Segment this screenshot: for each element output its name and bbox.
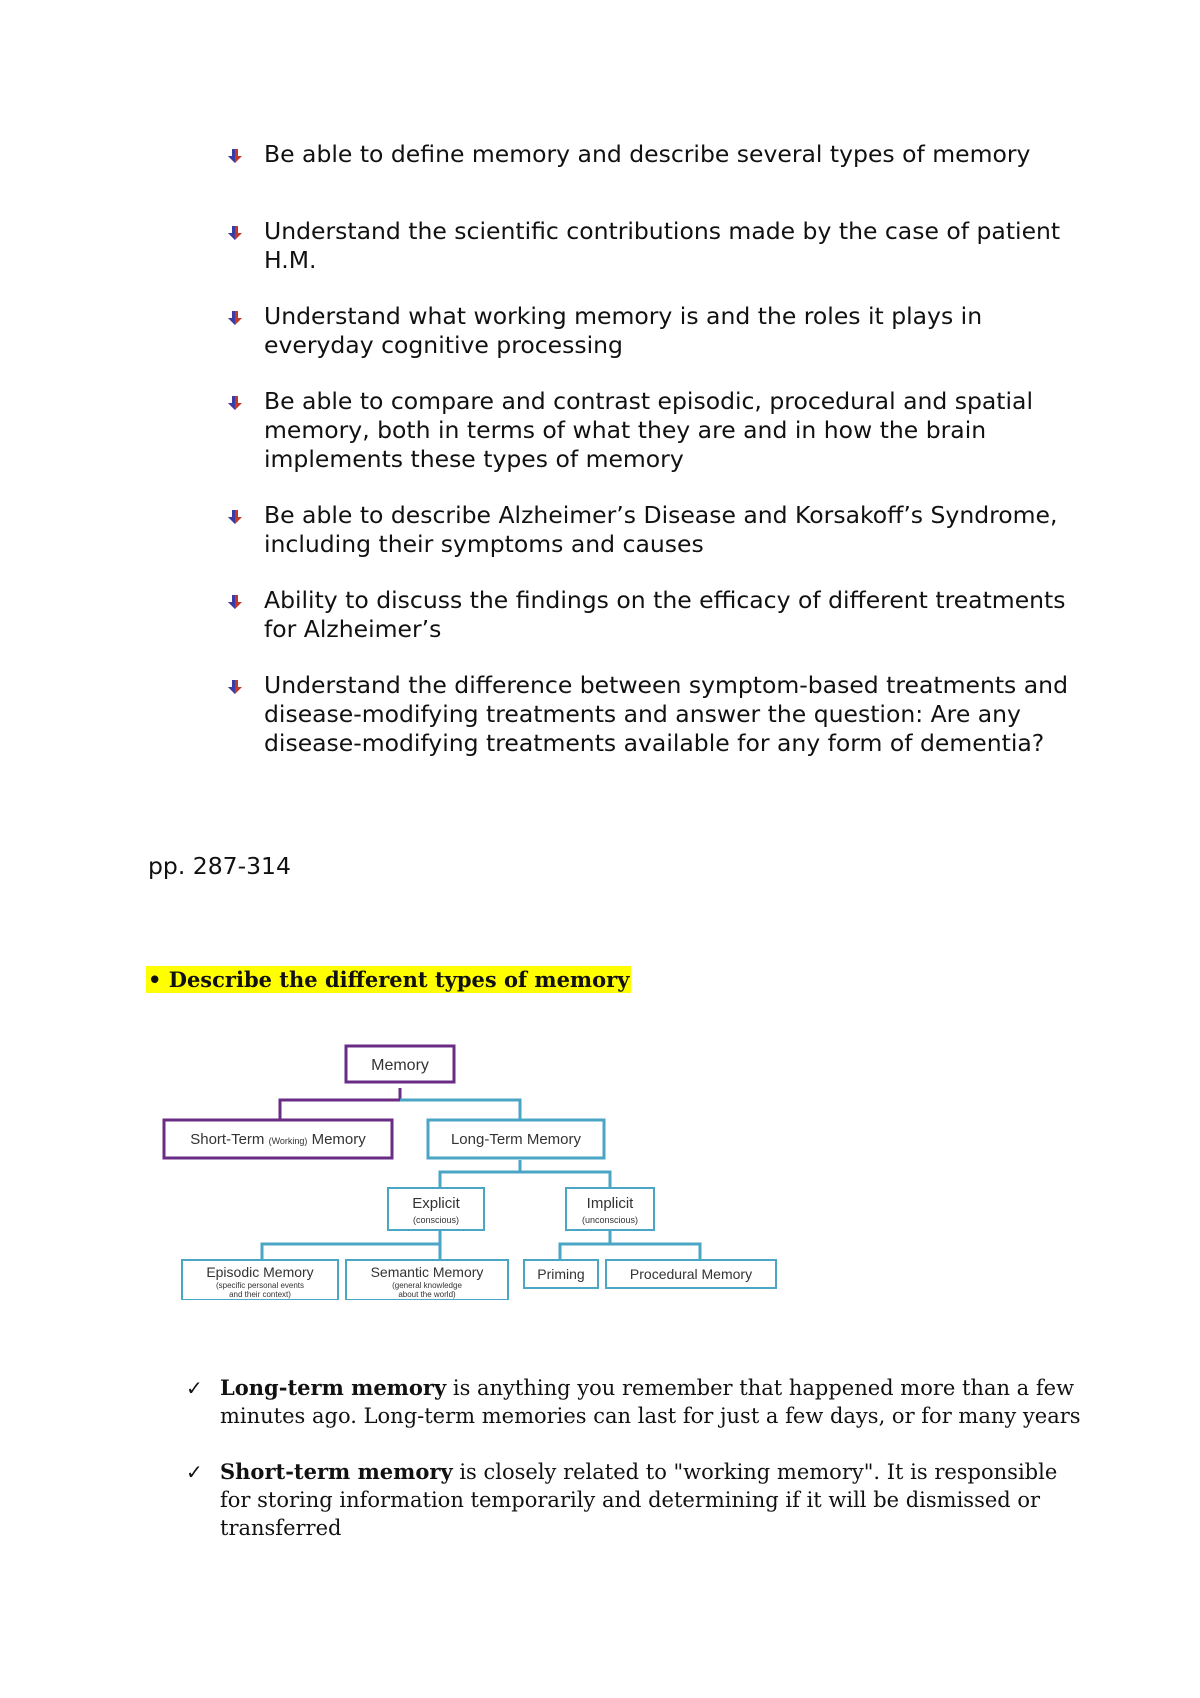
semantic-box <box>346 1260 508 1300</box>
priming-label: Priming <box>537 1266 585 1282</box>
semantic-sublabel: about the world) <box>398 1290 456 1299</box>
diagram-connectors <box>262 1088 700 1260</box>
memory-root-box <box>346 1046 454 1082</box>
short-term-box <box>164 1120 392 1158</box>
objective-item <box>228 501 1078 559</box>
explicit-sublabel: (conscious) <box>412 1215 460 1225</box>
short-term-label: Short-Term (Working) Memory <box>190 1131 366 1148</box>
learning-objectives <box>228 140 1078 785</box>
definition-term: Long-term memory <box>220 1375 447 1400</box>
procedural-label: Procedural Memory <box>629 1266 753 1282</box>
objective-item <box>228 140 1078 169</box>
episodic-label: Episodic Memory <box>206 1264 314 1280</box>
implicit-sublabel: (unconscious) <box>581 1215 639 1225</box>
down-arrow-bullet-icon <box>228 396 242 410</box>
explicit-box <box>388 1188 484 1230</box>
down-arrow-bullet-icon <box>228 226 242 240</box>
objective-item <box>228 586 1078 644</box>
objective-text: Understand what working memory is and the roles it plays in everyday cognitive processing <box>264 302 983 359</box>
definition-item <box>186 1374 1086 1430</box>
objective-item <box>228 671 1078 758</box>
memory-types-diagram <box>160 1040 800 1300</box>
long-term-label: Long-Term Memory <box>450 1131 582 1148</box>
checkmark-icon: ✓ <box>186 1460 203 1484</box>
objective-text: Ability to discuss the findings on the efficacy of different treatments for Alzheimer’s <box>264 586 1066 643</box>
page-range: pp. 287-314 <box>148 852 291 880</box>
implicit-box <box>566 1188 654 1230</box>
long-term-box <box>428 1120 604 1158</box>
semantic-sublabel: (general knowledge <box>392 1281 462 1290</box>
definition-text: is closely related to "working memory". It is responsible for storing information temporarily and determining if it will be dismissed or transferred <box>220 1460 1058 1540</box>
objective-text: Be able to describe Alzheimer’s Disease and Korsakoff’s Syndrome, including their symptoms and causes <box>264 501 1058 558</box>
down-arrow-bullet-icon <box>228 680 242 694</box>
definition-text: is anything you remember that happened more than a few minutes ago. Long-term memories can last for just a few days, or for many years <box>220 1376 1081 1428</box>
episodic-box <box>182 1260 338 1300</box>
episodic-sublabel: (specific personal events <box>215 1281 305 1290</box>
objective-text: Be able to define memory and describe several types of memory <box>264 140 1031 168</box>
definition-item <box>186 1458 1086 1542</box>
objective-text: Be able to compare and contrast episodic, procedural and spatial memory, both in terms of what they are and in how the brain implements these types of memory <box>264 387 1033 473</box>
procedural-box <box>606 1260 776 1288</box>
objective-item <box>228 217 1078 275</box>
down-arrow-bullet-icon <box>228 311 242 325</box>
down-arrow-bullet-icon <box>228 149 242 163</box>
episodic-sublabel: and their context) <box>229 1290 291 1299</box>
objective-text: Understand the scientific contributions made by the case of patient H.M. <box>264 217 1061 274</box>
definition-term: Short-term memory <box>220 1459 453 1484</box>
implicit-label: Implicit <box>586 1195 634 1212</box>
down-arrow-bullet-icon <box>228 510 242 524</box>
explicit-label: Explicit <box>412 1195 460 1212</box>
down-arrow-bullet-icon <box>228 595 242 609</box>
memory-root-label: Memory <box>371 1057 429 1074</box>
semantic-label: Semantic Memory <box>370 1264 484 1280</box>
objective-text: Understand the difference between symptom-based treatments and disease-modifying treatments and answer the question: Are any disease-modifying treatments available for any form of dementia? <box>264 671 1068 757</box>
section-heading: • Describe the different types of memory <box>148 967 630 992</box>
checkmark-icon: ✓ <box>186 1376 203 1400</box>
objective-item <box>228 302 1078 360</box>
priming-box <box>524 1260 598 1288</box>
objective-item <box>228 387 1078 474</box>
definition-list <box>186 1374 1086 1570</box>
